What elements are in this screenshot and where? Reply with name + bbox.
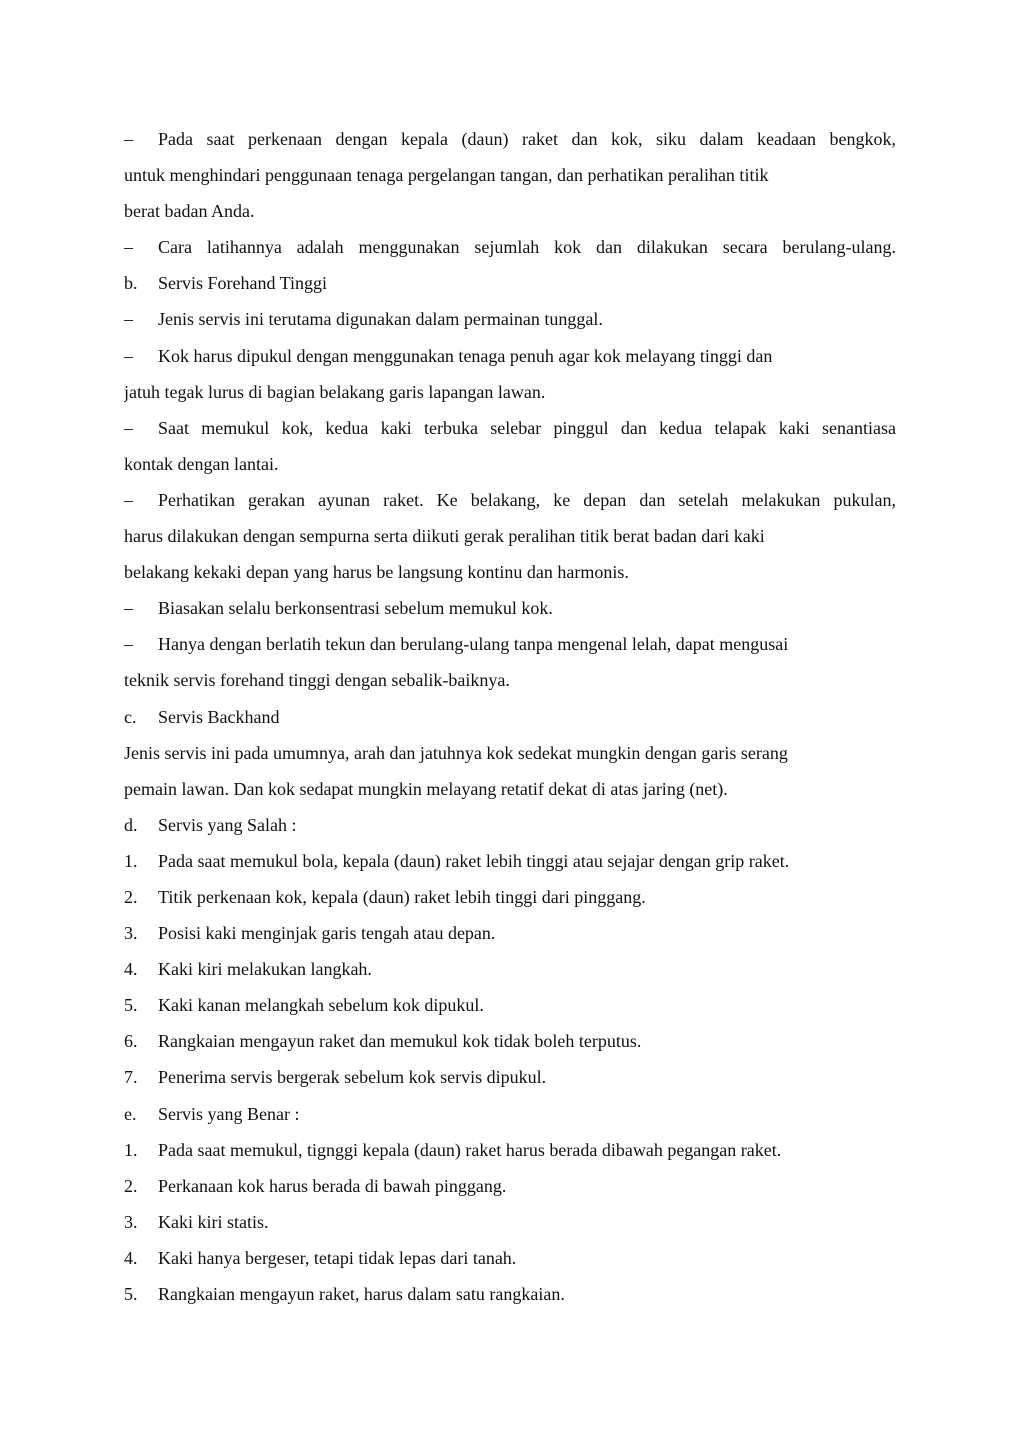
list-marker: – [124,129,133,149]
list-item-text: Kaki kiri melakukan langkah. [158,959,372,980]
paragraph-line [124,518,896,554]
list-item [124,590,896,626]
paragraph-line [124,662,896,698]
list-marker: 5. [124,995,138,1016]
paragraph-text: harus dilakukan dengan sempurna serta diikuti gerak peralihan titik berat badan dari kaki [124,526,765,547]
paragraph-line [124,554,896,590]
list-item-text: Jenis servis ini terutama digunakan dalam permainan tunggal. [158,309,603,330]
list-item [124,1276,896,1312]
paragraph-text: berat badan Anda. [124,201,255,222]
list-item-text: Rangkaian mengayun raket dan memukul kok tidak boleh terputus. [158,1031,642,1052]
paragraph-line [124,374,896,410]
list-item [124,879,896,915]
list-marker: 4. [124,959,138,980]
list-item [124,1204,896,1240]
list-marker: d. [124,814,138,835]
list-item [124,265,896,301]
list-marker: – [124,345,133,366]
list-item [124,482,896,518]
list-item-text: Servis Forehand Tinggi [158,273,328,294]
list-item-text: Servis yang Benar : [158,1103,300,1124]
list-item-text: Posisi kaki menginjak garis tengah atau depan. [158,923,496,944]
list-item [124,229,896,265]
list-marker: 2. [124,1175,138,1196]
paragraph-text: untuk menghindari penggunaan tenaga pergelangan tangan, dan perhatikan peralihan titik [124,165,769,186]
list-marker: 5. [124,1284,138,1304]
list-item [124,1023,896,1059]
paragraph-text: belakang kekaki depan yang harus be langsung kontinu dan harmonis. [124,562,629,583]
list-item [124,1168,896,1204]
list-item [124,626,896,662]
list-marker: e. [124,1103,137,1124]
list-item-text: Penerima servis bergerak sebelum kok servis dipukul. [158,1067,547,1088]
list-item [124,1059,896,1095]
list-item [124,121,896,157]
list-item-text: Pada saat memukul bola, kepala (daun) raket lebih tinggi atau sejajar dengan grip raket. [158,850,790,871]
list-item-text: Biasakan selalu berkonsentrasi sebelum memukul kok. [158,598,553,619]
paragraph-line [124,157,896,193]
list-item-text: Rangkaian mengayun raket, harus dalam satu rangkaian. [158,1284,565,1304]
paragraph-text: pemain lawan. Dan kok sedapat mungkin melayang retatif dekat di atas jaring (net). [124,778,728,799]
list-item [124,843,896,879]
paragraph-line [124,771,896,807]
list-item [124,807,896,843]
list-marker: 3. [124,923,138,944]
list-marker: – [124,634,133,655]
list-item-text: Kaki kanan melangkah sebelum kok dipukul. [158,995,484,1016]
list-item-text: Saat memukul kok, kedua kaki terbuka selebar pinggul dan kedua telapak kaki senantiasa [158,417,896,438]
list-marker: 4. [124,1247,138,1268]
list-marker: b. [124,273,138,294]
list-marker: 1. [124,1139,138,1160]
list-marker: – [124,417,133,438]
list-marker: 1. [124,850,138,871]
list-item-text: Kaki hanya bergeser, tetapi tidak lepas dari tanah. [158,1247,517,1268]
list-marker: – [124,309,133,330]
paragraph-text: kontak dengan lantai. [124,453,279,474]
list-item [124,699,896,735]
document-body [124,121,896,1312]
list-item [124,301,896,337]
list-item [124,410,896,446]
paragraph-text: teknik servis forehand tinggi dengan sebalik-baiknya. [124,670,510,691]
list-item-text: Pada saat perkenaan dengan kepala (daun) raket dan kok, siku dalam keadaan bengkok, [158,129,896,149]
list-marker: – [124,237,133,258]
list-item-text: Titik perkenaan kok, kepala (daun) raket lebih tinggi dari pinggang. [158,886,646,907]
list-item-text: Perhatikan gerakan ayunan raket. Ke belakang, ke depan dan setelah melakukan pukulan, [158,489,896,510]
list-item-text: Cara latihannya adalah menggunakan sejumlah kok dan dilakukan secara berulang-ulang. [158,237,896,258]
list-marker: 6. [124,1031,138,1052]
list-item-text: Pada saat memukul, tignggi kepala (daun) raket harus berada dibawah pegangan raket. [158,1139,782,1160]
list-marker: 2. [124,886,138,907]
list-item [124,951,896,987]
list-item-text: Perkanaan kok harus berada di bawah pinggang. [158,1175,507,1196]
list-item [124,1240,896,1276]
list-item [124,915,896,951]
list-item-text: Servis Backhand [158,706,280,727]
list-marker: – [124,489,133,510]
list-item-text: Kok harus dipukul dengan menggunakan tenaga penuh agar kok melayang tinggi dan [158,345,773,366]
list-item [124,987,896,1023]
list-item [124,1096,896,1132]
list-item [124,1132,896,1168]
list-item-text: Hanya dengan berlatih tekun dan berulang-ulang tanpa mengenal lelah, dapat mengusai [158,634,789,655]
list-marker: – [124,598,133,619]
paragraph-text: Jenis servis ini pada umumnya, arah dan jatuhnya kok sedekat mungkin dengan garis serang [124,742,788,763]
list-marker: 7. [124,1067,138,1088]
paragraph-line [124,735,896,771]
list-item-text: Kaki kiri statis. [158,1211,269,1232]
list-item-text: Servis yang Salah : [158,814,297,835]
list-item [124,338,896,374]
paragraph-line [124,193,896,229]
list-marker: c. [124,706,137,727]
list-marker: 3. [124,1211,138,1232]
paragraph-text: jatuh tegak lurus di bagian belakang garis lapangan lawan. [124,381,546,402]
paragraph-line [124,446,896,482]
